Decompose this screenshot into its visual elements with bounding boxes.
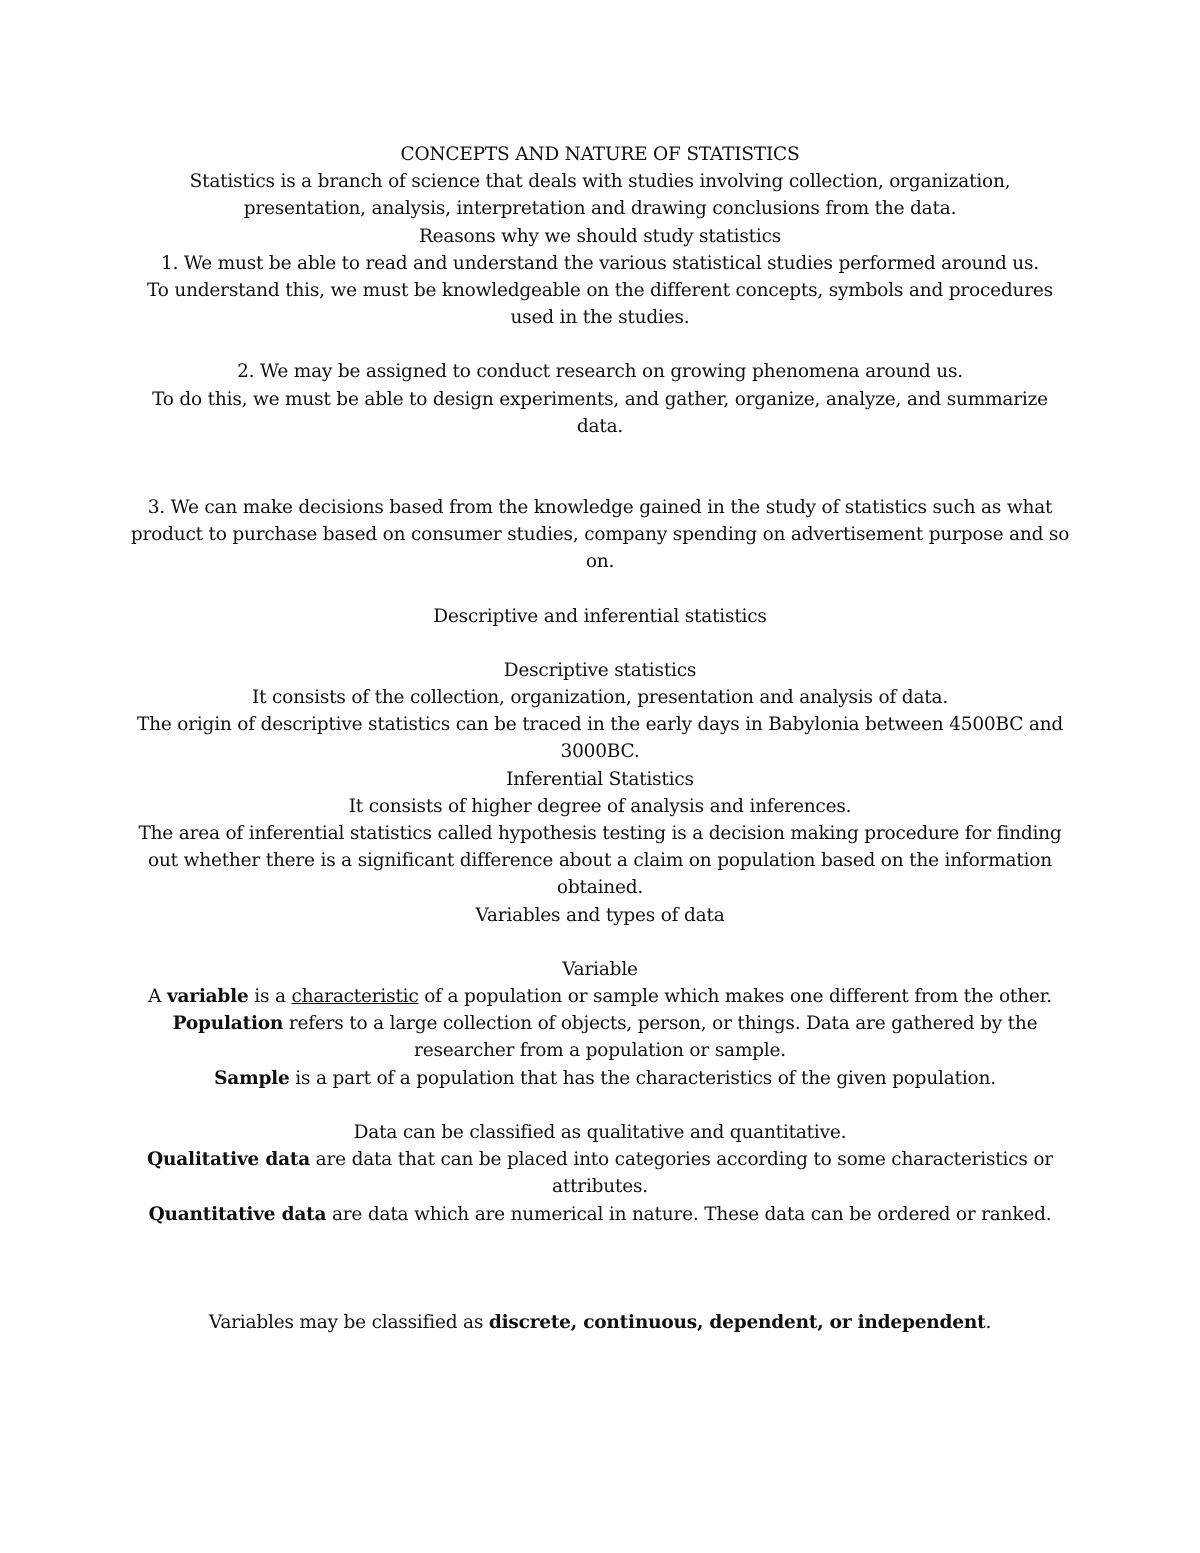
spacer [130,440,1070,494]
quantitative-item [130,1201,1070,1228]
descriptive-definition: It consists of the collection, organization, presentation and analysis of data. [251,687,949,709]
descriptive-heading: Descriptive statistics [503,659,697,681]
quantitative-term: Quantitative data [148,1203,327,1225]
population-item [130,1010,1070,1064]
reason-2-line: 2. We may be assigned to conduct research on growing phenomena around us. [237,361,963,383]
variable-heading: Variable [562,958,638,980]
variables-classification-pre: Variables may be classified as [208,1311,489,1333]
inferential-definition: It consists of higher degree of analysis and inferences. [348,795,852,817]
variable-term: variable [166,986,249,1008]
document-body [130,141,1070,1336]
variable-types: discrete, continuous, dependent, or independent [488,1311,986,1333]
qualitative-term: Qualitative data [147,1149,310,1171]
characteristic-term: characteristic [291,986,419,1008]
inferential-hypothesis: The area of inferential statistics called hypothesis testing is a decision making procedure for finding out whether there is a significant difference about a claim on population based on the information obtained. [138,823,1062,899]
quantitative-text: are data which are numerical in nature. These data can be ordered or ranked. [326,1203,1052,1225]
spacer [130,630,1070,657]
reason-1-line: 1. We must be able to read and understand the various statistical studies performed around us. [161,252,1039,274]
inferential-heading: Inferential Statistics [506,768,694,790]
qualitative-text: are data that can be placed into categories according to some characteristics or attributes. [310,1149,1053,1198]
spacer [130,1228,1070,1309]
population-term: Population [172,1013,284,1035]
document-title: CONCEPTS AND NATURE OF STATISTICS [400,144,800,165]
sample-item [130,1065,1070,1092]
spacer [130,1092,1070,1119]
sample-term: Sample [214,1067,290,1089]
spacer [130,331,1070,358]
descriptive-inferential-heading: Descriptive and inferential statistics [433,605,767,627]
spacer [130,929,1070,956]
population-text: refers to a large collection of objects, person, or things. Data are gathered by the researcher from a population or sample. [283,1013,1038,1062]
variables-classification [130,1309,1070,1336]
reason-1-detail: To understand this, we must be knowledgeable on the different concepts, symbols and procedures used in the studies. [147,280,1053,329]
variable-def-pre: A [148,986,167,1008]
spacer [130,576,1070,603]
variable-def-post: of a population or sample which makes one different from the other. [418,986,1052,1008]
reason-3: 3. We can make decisions based from the knowledge gained in the study of statistics such as what product to purchase based on consumer studies, company spending on advertisement purpose and so on. [130,497,1070,573]
statistics-definition: Statistics is a branch of science that deals with studies involving collection, organization, presentation, analysis, interpretation and drawing conclusions from the data. [189,171,1011,220]
variables-classification-post: . [985,1311,992,1333]
reason-2-detail: To do this, we must be able to design experiments, and gather, organize, analyze, and summarize data. [152,388,1048,437]
sample-text: is a part of a population that has the characteristics of the given population. [289,1067,996,1089]
qualitative-item [130,1146,1070,1200]
descriptive-origin: The origin of descriptive statistics can be traced in the early days in Babylonia between 4500BC and 3000BC. [136,714,1064,763]
data-classification: Data can be classified as qualitative and quantitative. [353,1121,847,1143]
variables-heading: Variables and types of data [475,904,725,926]
reasons-heading: Reasons why we should study statistics [418,225,782,247]
variable-definition [130,983,1070,1010]
variable-def-mid: is a [248,986,292,1008]
